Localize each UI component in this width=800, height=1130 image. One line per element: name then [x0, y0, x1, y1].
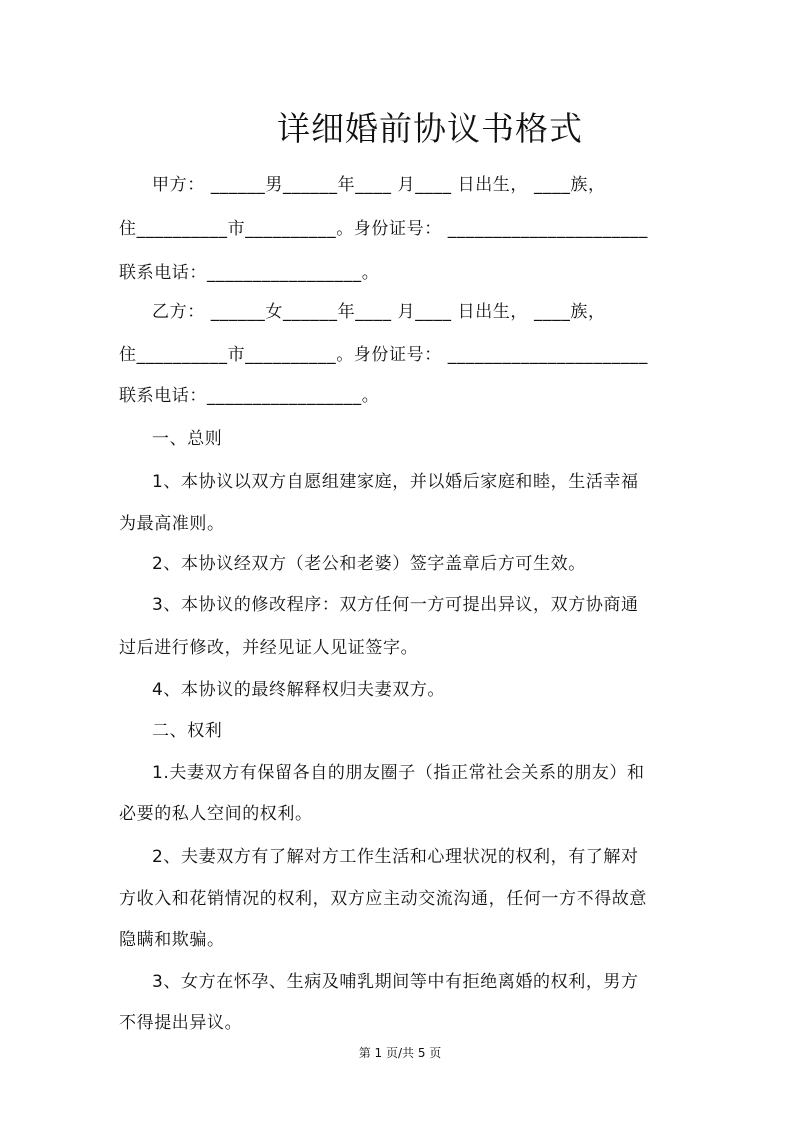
paragraph-line: 4、本协议的最终解释权归夫妻双方。 — [152, 680, 446, 700]
paragraph-line: 1.夫妻双方有保留各自的朋友圈子（指正常社会关系的朋友）和 — [152, 763, 645, 783]
party-a-line-1: 甲方： ______男______年____ 月____ 日出生， ____族， — [152, 175, 606, 195]
paragraph-line: 1、本协议以双方自愿组建家庭，并以婚后家庭和睦，生活幸福 — [152, 472, 639, 492]
party-a-phone: 联系电话：_________________。 — [119, 263, 380, 283]
paragraph-line: 为最高准则。 — [119, 514, 225, 534]
paragraph-line: 3、本协议的修改程序：双方任何一方可提出异议，双方协商通 — [152, 595, 639, 615]
party-b-line-2: 住__________市__________。身份证号： ______________________ — [119, 345, 649, 365]
section-heading-general: 一、总则 — [152, 429, 223, 449]
document-title: 详细婚前协议书格式 — [277, 109, 583, 148]
paragraph-line: 不得提出异议。 — [119, 1013, 243, 1033]
party-a-line-2: 住__________市__________。身份证号： ______________________ — [119, 219, 649, 239]
paragraph-line: 3、女方在怀孕、生病及哺乳期间等中有拒绝离婚的权利，男方 — [152, 972, 639, 992]
paragraph-line: 2、夫妻双方有了解对方工作生活和心理状况的权利，有了解对 — [152, 847, 639, 867]
paragraph-line: 方收入和花销情况的权利，双方应主动交流沟通，任何一方不得故意 — [119, 889, 647, 909]
paragraph-line: 过后进行修改，并经见证人见证签字。 — [119, 638, 419, 658]
page-number-footer: 第 1 页/共 5 页 — [358, 1046, 442, 1060]
section-heading-rights: 二、权利 — [152, 721, 223, 741]
party-b-phone: 联系电话：_________________。 — [119, 386, 380, 406]
paragraph-line: 必要的私人空间的权利。 — [119, 804, 313, 824]
party-b-line-1: 乙方： ______女______年____ 月____ 日出生， ____族， — [152, 302, 606, 322]
paragraph-line: 2、本协议经双方（老公和老婆）签字盖章后方可生效。 — [152, 554, 586, 574]
paragraph-line: 隐瞒和欺骗。 — [119, 930, 225, 950]
